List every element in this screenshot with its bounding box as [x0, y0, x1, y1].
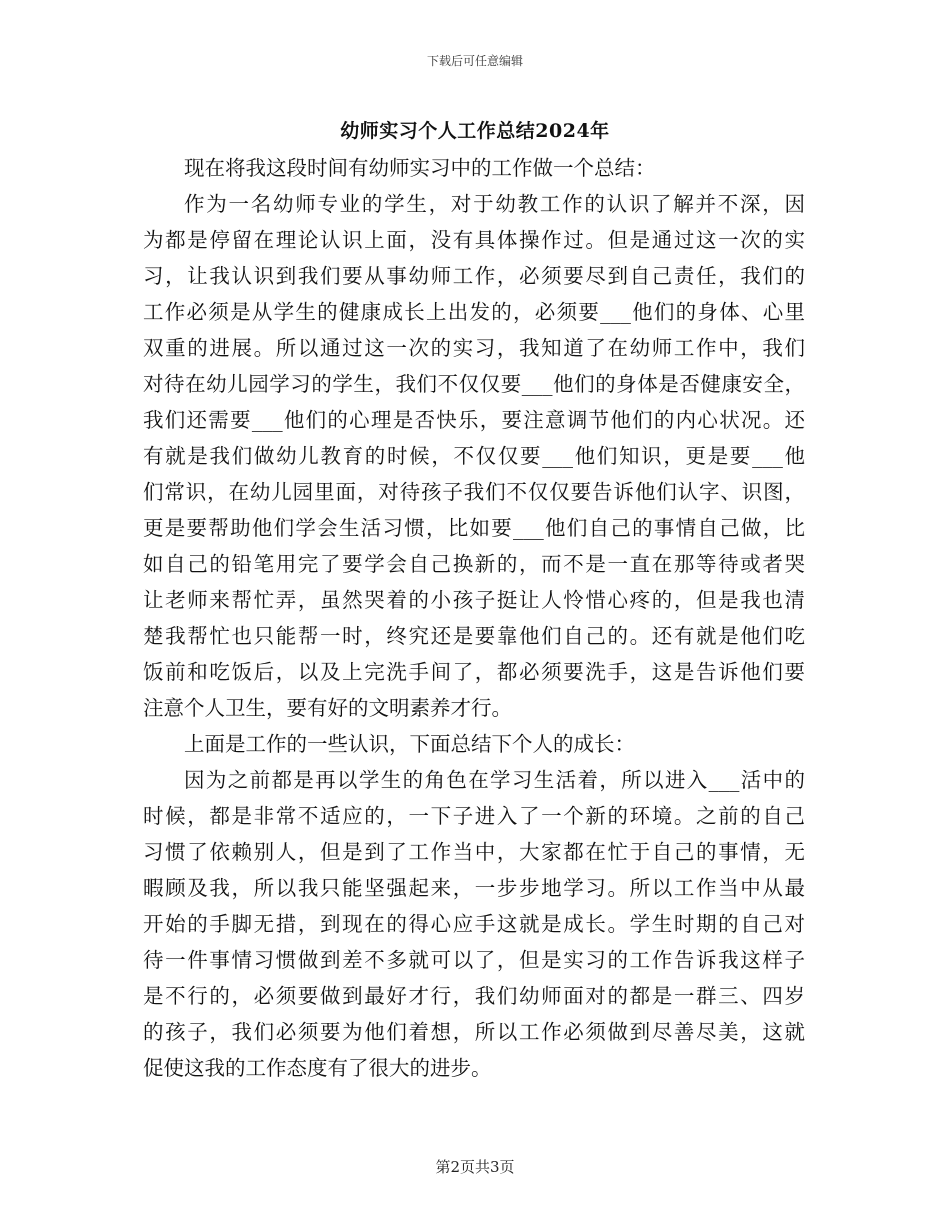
- paragraph-line: 们常识，在幼儿园里面，对待孩子我们不仅仅要告诉他们认字、识图，: [143, 480, 805, 504]
- paragraph-line: 如自己的铅笔用完了要学会自己换新的，而不是一直在那等待或者哭: [143, 552, 805, 576]
- paragraph-line: 开始的手脚无措，到现在的得心应手这就是成长。学生时期的自己对: [143, 912, 805, 936]
- paragraph-line: 习，让我认识到我们要从事幼师工作，必须要尽到自己责任，我们的: [143, 264, 805, 288]
- paragraph-line: 更是要帮助他们学会生活习惯，比如要___他们自己的事情自己做，比: [143, 516, 805, 540]
- document-title: 幼师实习个人工作总结2024年: [340, 120, 610, 142]
- paragraph-line: 对待在幼儿园学习的学生，我们不仅仅要___他们的身体是否健康安全，: [143, 372, 805, 396]
- paragraph-line: 因为之前都是再以学生的角色在学习生活着，所以进入___活中的: [184, 768, 805, 792]
- paragraph-line: 上面是工作的一些认识，下面总结下个人的成长：: [184, 732, 635, 756]
- paragraph-line: 现在将我这段时间有幼师实习中的工作做一个总结：: [184, 156, 656, 180]
- paragraph-line: 双重的进展。所以通过这一次的实习，我知道了在幼师工作中，我们: [143, 336, 805, 360]
- paragraph-line: 的孩子，我们必须要为他们着想，所以工作必须做到尽善尽美，这就: [143, 1020, 805, 1044]
- paragraph-line: 习惯了依赖别人，但是到了工作当中，大家都在忙于自己的事情，无: [143, 840, 805, 864]
- paragraph-line: 我们还需要___他们的心理是否快乐，要注意调节他们的内心状况。还: [143, 408, 805, 432]
- paragraph-line: 是不行的，必须要做到最好才行，我们幼师面对的都是一群三、四岁: [143, 984, 805, 1008]
- paragraph-line: 时候，都是非常不适应的，一下子进入了一个新的环境。之前的自己: [143, 804, 805, 828]
- paragraph-line: 有就是我们做幼儿教育的时候，不仅仅要___他们知识，更是要___他: [143, 444, 805, 468]
- paragraph-line: 待一件事情习惯做到差不多就可以了，但是实习的工作告诉我这样子: [143, 948, 805, 972]
- paragraph-line: 促使这我的工作态度有了很大的进步。: [143, 1056, 492, 1080]
- paragraph-line: 暇顾及我，所以我只能坚强起来，一步步地学习。所以工作当中从最: [143, 876, 805, 900]
- paragraph-line: 注意个人卫生，要有好的文明素养才行。: [143, 696, 512, 720]
- download-note: 下载后可任意编辑: [426, 54, 523, 68]
- paragraph-line: 作为一名幼师专业的学生，对于幼教工作的认识了解并不深，因: [184, 192, 805, 216]
- page-number: 第2页共3页: [435, 1158, 515, 1176]
- paragraph-line: 工作必须是从学生的健康成长上出发的，必须要___他们的身体、心里: [143, 300, 805, 324]
- paragraph-line: 让老师来帮忙弄，虽然哭着的小孩子挺让人怜惜心疼的，但是我也清: [143, 588, 805, 612]
- paragraph-line: 楚我帮忙也只能帮一时，终究还是要靠他们自己的。还有就是他们吃: [143, 624, 805, 648]
- document-body: [143, 150, 805, 1086]
- paragraph-line: 饭前和吃饭后，以及上完洗手间了，都必须要洗手，这是告诉他们要: [143, 660, 805, 684]
- paragraph-line: 为都是停留在理论认识上面，没有具体操作过。但是通过这一次的实: [143, 228, 805, 252]
